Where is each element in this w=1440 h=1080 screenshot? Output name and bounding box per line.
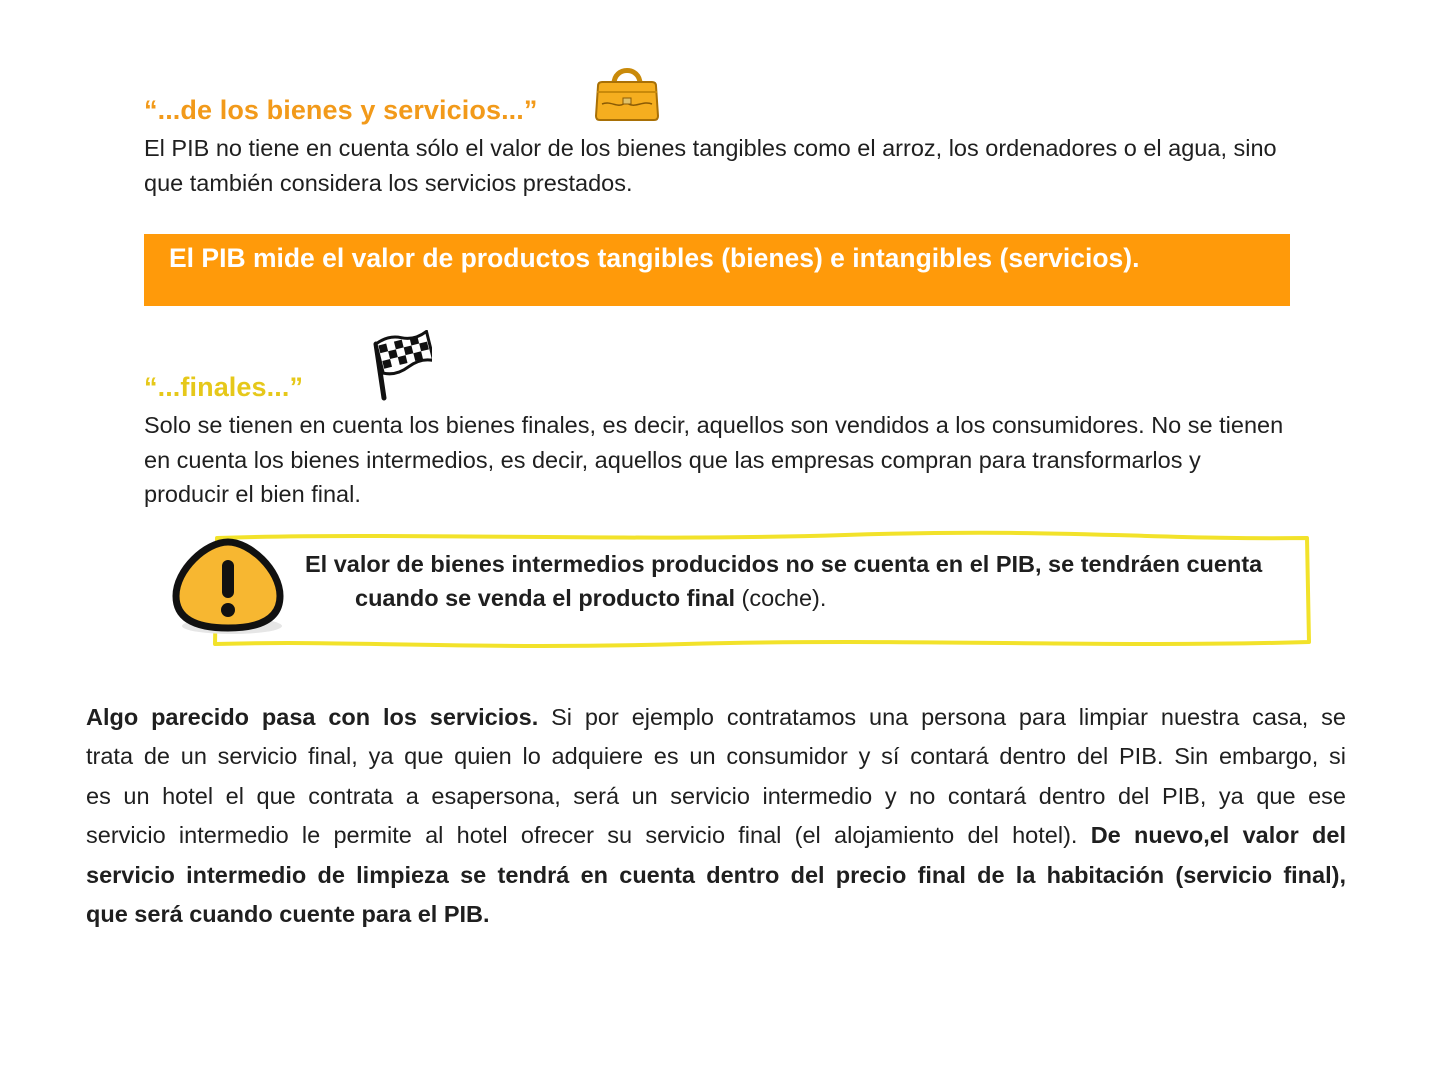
section-heading-goods-services: “...de los bienes y servicios...” [144,95,538,125]
paragraph-line-bold: De nuevo,el valor del [1090,822,1346,849]
paragraph-services [86,698,1346,934]
paragraph-finals [144,408,1283,512]
paragraph-line: que será cuando cuente para el PIB. [86,901,490,928]
banner-text: El PIB mide el valor de productos tangibles (bienes) e intangibles (servicios). [169,243,1140,273]
paragraph-goods-services [144,131,1277,200]
paragraph-line: El PIB no tiene en cuenta sólo el valor de los bienes tangibles como el arroz, los ordenadores o el agua, sino [144,135,1277,161]
paragraph-lead-bold: Algo parecido pasa con los servicios. [86,704,539,730]
paragraph-line [86,816,1346,855]
paragraph-line: Solo se tienen en cuenta los bienes finales, es decir, aquellos son vendidos a los consumidores. No se tienen [144,412,1284,438]
paragraph-lead-rest: Si por ejemplo contratamos una persona para limpiar nuestra casa, se [538,704,1346,730]
section-heading-finals: “...finales...” [144,372,304,402]
warning-icon [168,536,288,636]
paragraph-line-rest: servicio intermedio le permite al hotel ofrecer su servicio final (el alojamiento del hotel). [86,822,1091,849]
callout-line-2 [305,581,1305,615]
highlight-banner [144,234,1290,306]
callout-line-2-bold: cuando se venda el producto final [355,585,735,611]
paragraph-line [86,698,1346,737]
handbag-icon [592,62,662,124]
paragraph-line: producir el bien final. [144,481,361,507]
checkered-flag-icon [366,330,432,402]
paragraph-line: es un hotel el que contrata a esapersona, será un servicio intermedio y no contará dentro del PIB, ya que ese [86,782,1346,809]
paragraph-line: en cuenta los bienes intermedios, es decir, aquellos que las empresas compran para transformarlos y [144,446,1201,473]
paragraph-line: trata de un servicio final, ya que quien lo adquiere es un consumidor y sí contará dentro del PIB. Sin embargo, si [86,743,1346,770]
callout-text [305,547,1305,615]
callout-line-2-rest: (coche). [734,585,827,611]
paragraph-line: que también considera los servicios prestados. [144,169,633,196]
paragraph-line: servicio intermedio de limpieza se tendrá en cuenta dentro del precio final de la habitación (servicio final), [86,861,1346,888]
callout-line-1: El valor de bienes intermedios producidos no se cuenta en el PIB, se tendráen cuenta [305,551,1263,577]
